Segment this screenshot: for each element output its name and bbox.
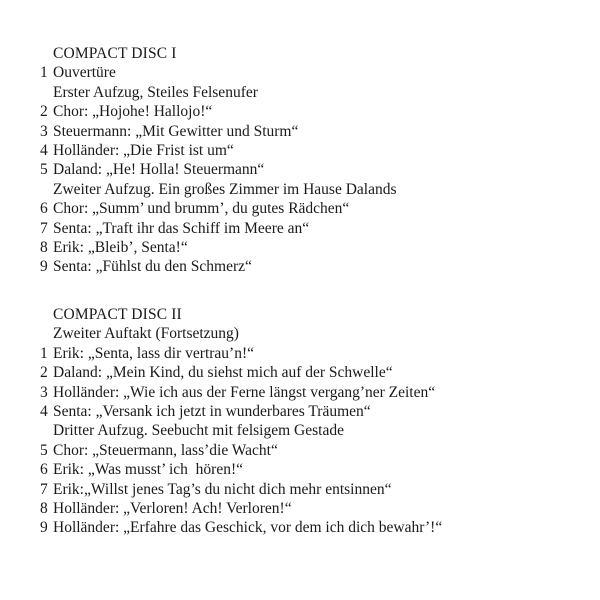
track-number: 7 [40, 480, 48, 498]
track-title: Daland: „Mein Kind, du siehst mich auf der Schwelle“ [53, 364, 393, 382]
track-title: Daland: „He! Holla! Steuermann“ [53, 161, 265, 179]
disc-heading: COMPACT DISC II [53, 305, 182, 323]
track-row [40, 518, 600, 537]
track-title: Steuermann: „Mit Gewitter und Sturm“ [53, 122, 299, 140]
track-number: 2 [40, 364, 48, 382]
track-number: 4 [40, 142, 48, 160]
track-number: 2 [40, 103, 48, 121]
track-row [40, 257, 600, 276]
track-title: Senta: „Fühlst du den Schmerz“ [53, 258, 252, 276]
track-number: 7 [40, 219, 48, 237]
track-number: 1 [40, 344, 48, 362]
track-row [40, 238, 600, 257]
track-number: 8 [40, 499, 48, 517]
track-number: 3 [40, 122, 48, 140]
scene-description: Zweiter Aufzug. Ein großes Zimmer im Hause Dalands [53, 180, 397, 198]
track-number: 5 [40, 161, 48, 179]
track-row [40, 344, 600, 363]
disc-heading: COMPACT DISC I [53, 45, 177, 62]
track-row [40, 441, 600, 460]
scene-description: Dritter Aufzug. Seebucht mit felsigem Gestade [53, 422, 344, 440]
track-number: 9 [40, 258, 48, 276]
track-number: 1 [40, 64, 48, 82]
track-title: Ouvertüre [53, 64, 116, 82]
track-title: Erik: „Senta, lass dir vertrau’n!“ [53, 344, 254, 362]
track-row [40, 460, 600, 479]
track-row [40, 122, 600, 141]
track-row [40, 199, 600, 218]
track-title: Senta: „Traft ihr das Schiff im Meere an“ [53, 219, 310, 237]
track-row [40, 499, 600, 518]
track-title: Senta: „Versank ich jetzt in wunderbares Träumen“ [53, 402, 371, 420]
track-number: 5 [40, 441, 48, 459]
disc-track-list [40, 63, 600, 276]
track-row [40, 141, 600, 160]
track-title: Chor: „Steuermann, lass’die Wacht“ [53, 441, 278, 459]
track-title: Chor: „Summ’ und brumm’, du gutes Rädchen“ [53, 200, 350, 218]
track-title: Holländer: „Verloren! Ach! Verloren!“ [53, 499, 292, 517]
track-title: Holländer: „Die Frist ist um“ [53, 142, 234, 160]
track-row [40, 63, 600, 82]
track-title: Holländer: „Wie ich aus der Ferne längst vergang’ner Zeiten“ [53, 383, 436, 401]
track-number: 9 [40, 519, 48, 537]
track-title: Erik: „Bleib’, Senta!“ [53, 239, 188, 257]
disc-track-list [40, 324, 600, 537]
track-number: 8 [40, 239, 48, 257]
scene-description: Erster Aufzug, Steiles Felsenufer [53, 83, 258, 101]
track-row [40, 102, 600, 121]
track-row [40, 219, 600, 238]
track-row [40, 160, 600, 179]
track-number: 6 [40, 200, 48, 218]
track-number: 3 [40, 383, 48, 401]
disc-section-1 [40, 44, 600, 277]
track-row [40, 383, 600, 402]
scene-description: Zweiter Auftakt (Fortsetzung) [53, 325, 239, 343]
track-title: Erik:„Willst jenes Tag’s du nicht dich mehr entsinnen“ [53, 480, 392, 498]
track-row [40, 363, 600, 382]
track-title: Erik: „Was musst’ ich hören!“ [53, 461, 244, 479]
track-title: Chor: „Hojohe! Hallojo!“ [53, 103, 213, 121]
track-number: 4 [40, 402, 48, 420]
track-listing [40, 44, 600, 538]
track-number: 6 [40, 461, 48, 479]
disc-section-2 [40, 305, 600, 538]
track-row [40, 402, 600, 421]
track-row [40, 480, 600, 499]
track-title: Holländer: „Erfahre das Geschick, vor dem ich dich bewahr’!“ [53, 519, 443, 537]
